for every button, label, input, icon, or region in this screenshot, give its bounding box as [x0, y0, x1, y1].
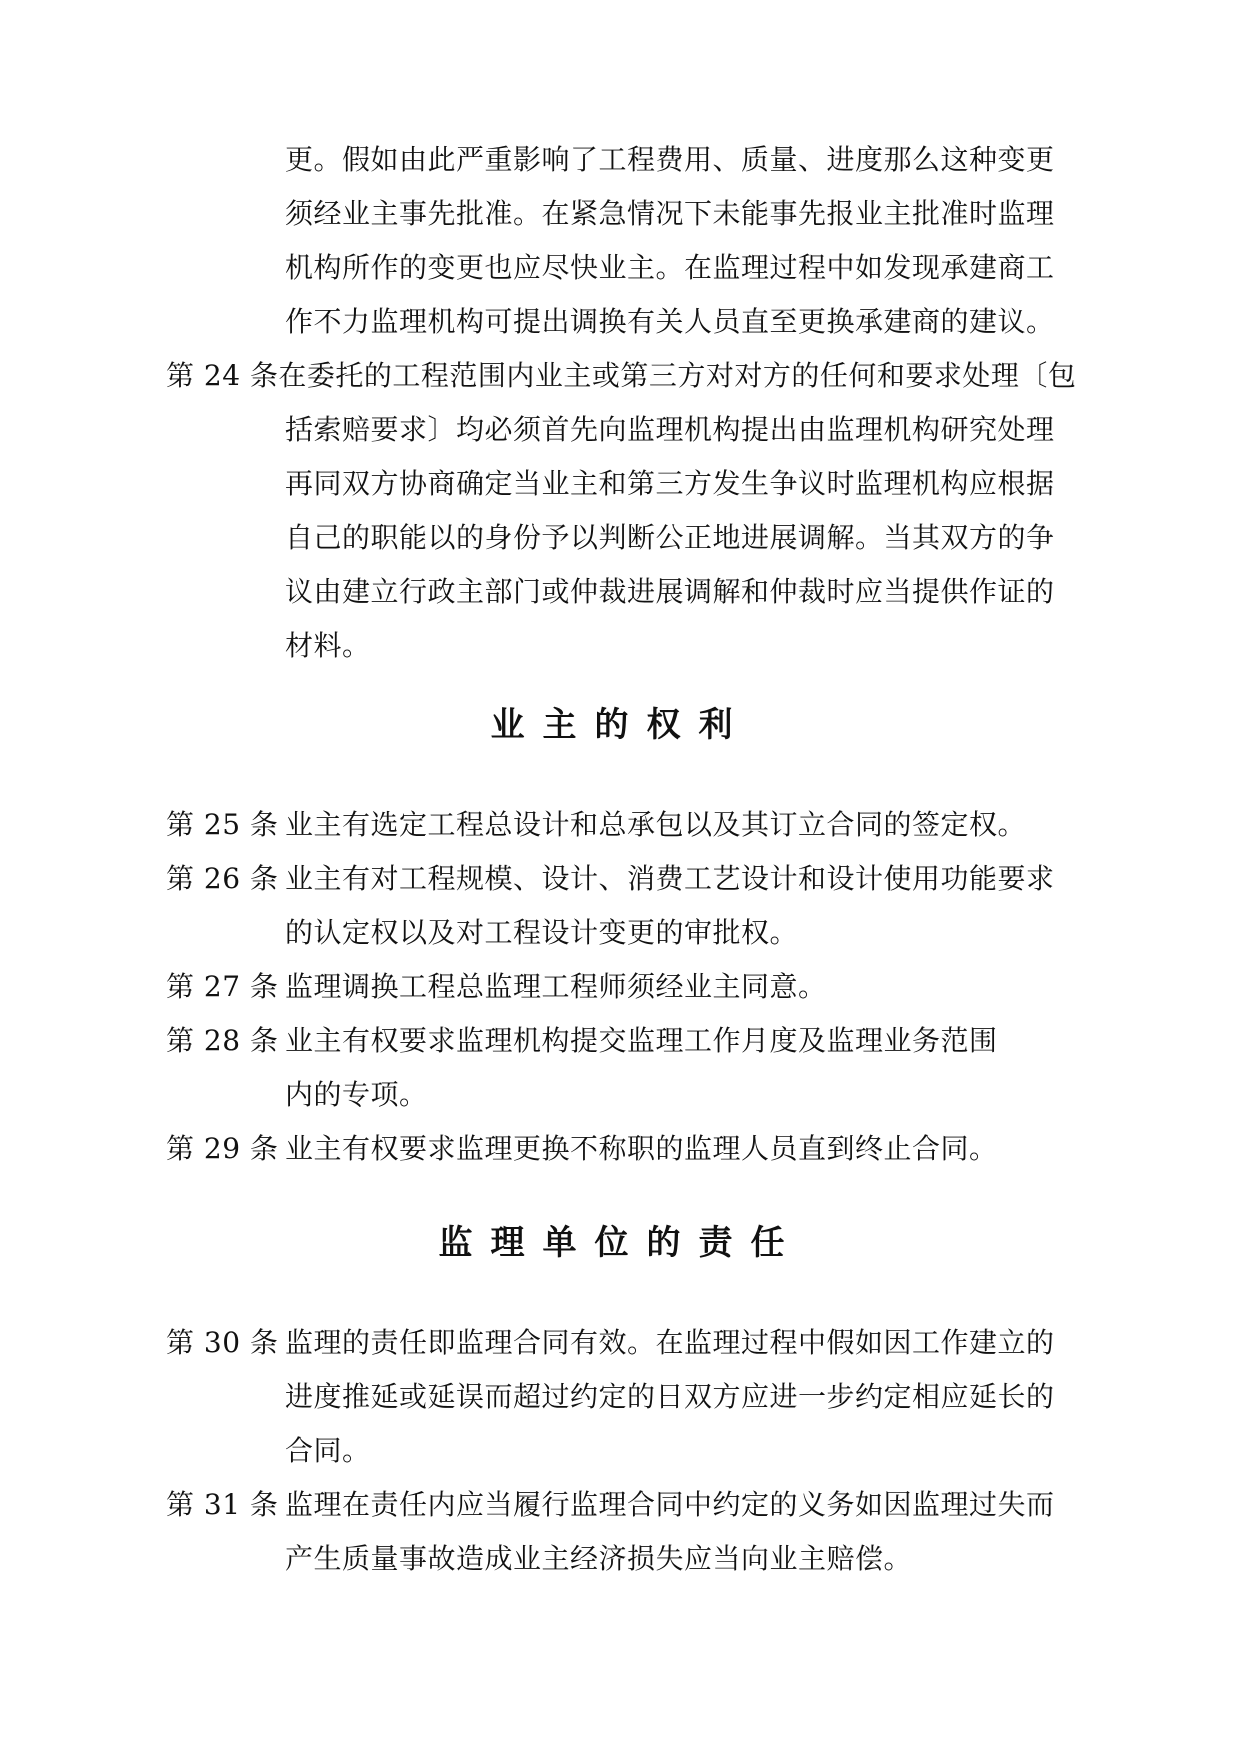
article-label: 第 31 条 — [166, 1488, 279, 1521]
article-text: 业主有权要求监理机构提交监理工作月度及监理业务范围 — [285, 1024, 998, 1057]
line-text: 材料。 — [285, 629, 371, 662]
section-heading-owner-rights: 业主的权利 — [490, 705, 751, 745]
line-text: 括索赔要求〕均必须首先向监理机构提出由监理机构研究处理 — [285, 413, 1055, 446]
line-text: 再同双方协商确定当业主和第三方发生争议时监理机构应根据 — [285, 467, 1055, 500]
line-text: 机构所作的变更也应尽快业主。在监理过程中如发现承建商工 — [285, 251, 1055, 284]
article-text: 业主有对工程规模、设计、消费工艺设计和设计使用功能要求 — [285, 862, 1055, 895]
line-text: 产生质量事故造成业主经济损失应当向业主赔偿。 — [285, 1542, 913, 1575]
line-text: 自己的职能以的身份予以判断公正地进展调解。当其双方的争 — [285, 521, 1055, 554]
article-label: 第 28 条 — [166, 1024, 279, 1057]
section-heading-supervisor-duties: 监理单位的责任 — [438, 1223, 803, 1263]
article-label: 第 29 条 — [166, 1132, 279, 1165]
line-text: 更。假如由此严重影响了工程费用、质量、进度那么这种变更 — [285, 143, 1055, 176]
article-label: 第 27 条 — [166, 970, 279, 1003]
line-text: 作不力监理机构可提出调换有关人员直至更换承建商的建议。 — [285, 305, 1055, 338]
line-text: 须经业主事先批准。在紧急情况下未能事先报业主批准时监理 — [285, 197, 1055, 230]
article-text: 监理调换工程总监理工程师须经业主同意。 — [285, 970, 827, 1003]
line-text: 合同。 — [285, 1434, 371, 1467]
article-text: 监理在责任内应当履行监理合同中约定的义务如因监理过失而 — [285, 1488, 1055, 1521]
article-text: 业主有权要求监理更换不称职的监理人员直到终止合同。 — [285, 1132, 998, 1165]
article-text: 监理的责任即监理合同有效。在监理过程中假如因工作建立的 — [285, 1326, 1055, 1359]
line-text: 内的专项。 — [285, 1078, 428, 1111]
line-text: 的认定权以及对工程设计变更的审批权。 — [285, 916, 799, 949]
article-24-first-line: 第 24 条在委托的工程范围内业主或第三方对对方的任何和要求处理〔包 — [166, 359, 1077, 392]
article-label: 第 30 条 — [166, 1326, 279, 1359]
line-text: 议由建立行政主部门或仲裁进展调解和仲裁时应当提供作证的 — [285, 575, 1055, 608]
line-text: 进度推延或延误而超过约定的日双方应进一步约定相应延长的 — [285, 1380, 1055, 1413]
article-label: 第 25 条 — [166, 808, 279, 841]
article-text: 业主有选定工程总设计和总承包以及其订立合同的签定权。 — [285, 808, 1027, 841]
article-label: 第 26 条 — [166, 862, 279, 895]
